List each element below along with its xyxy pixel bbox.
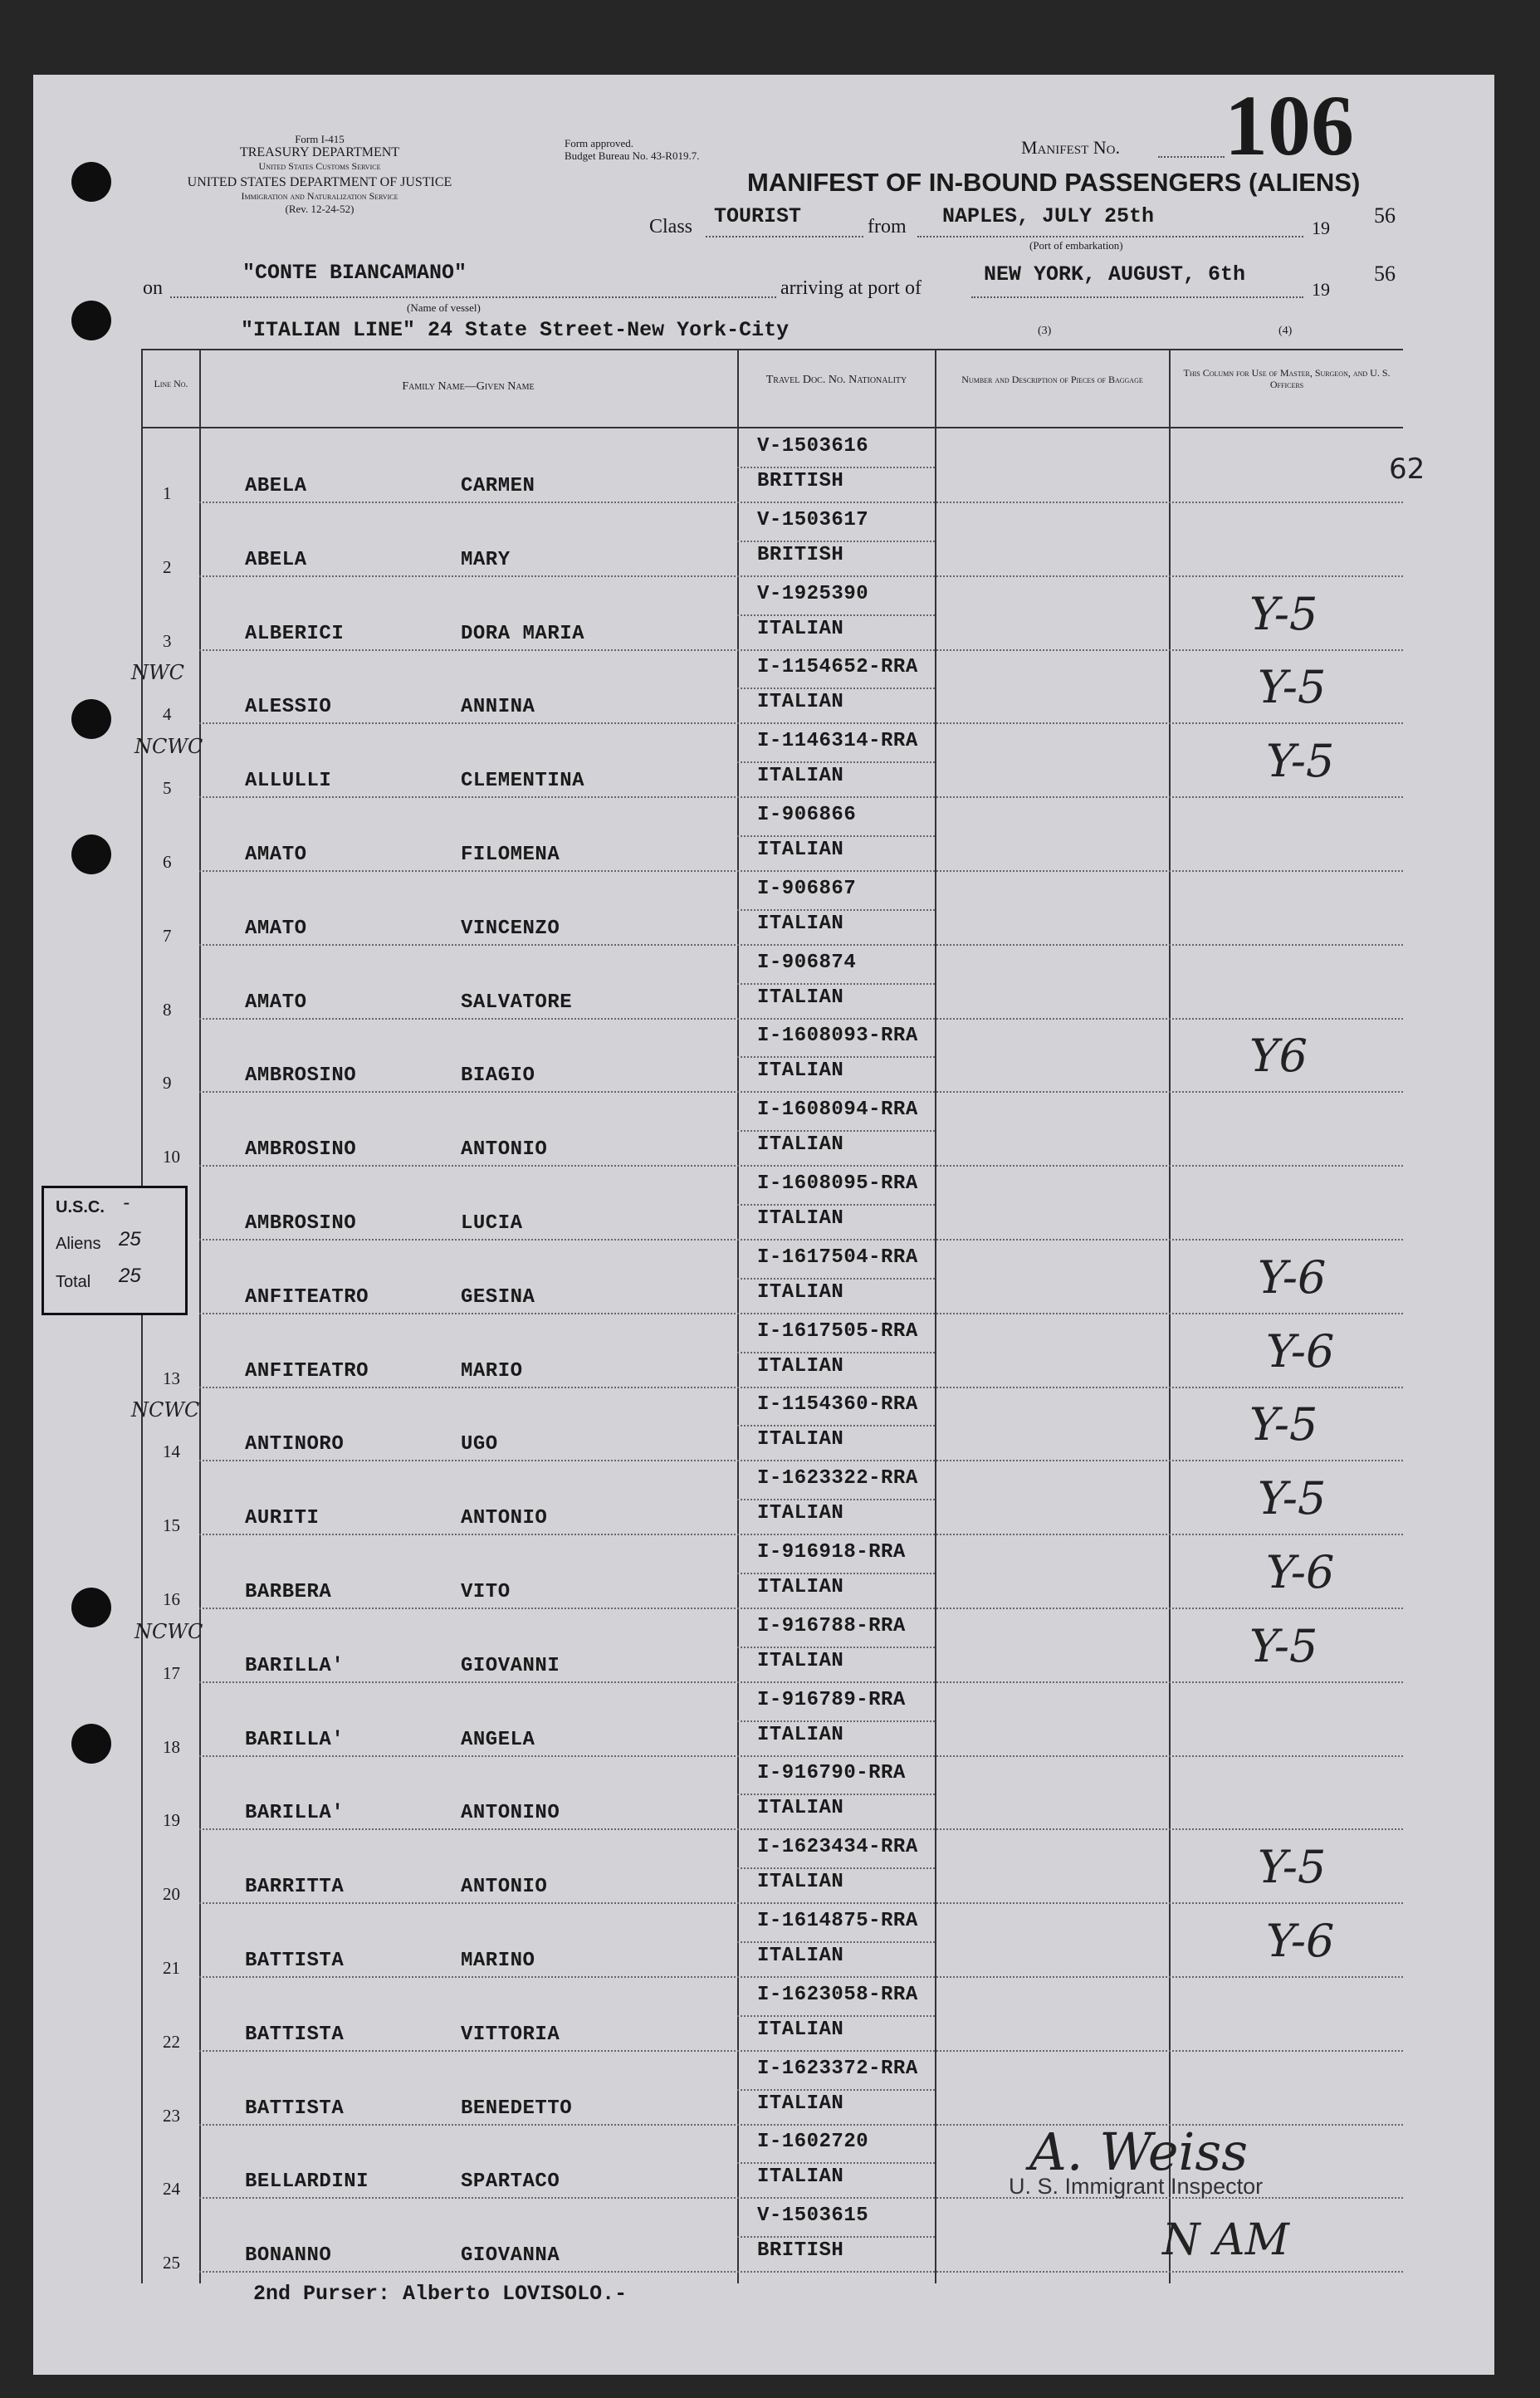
port-of-embarkation: NAPLES, JULY 25th [942, 204, 1155, 228]
nationality: ITALIAN [757, 1502, 844, 1525]
binder-hole [71, 834, 111, 874]
col-divider [737, 349, 739, 2283]
vessel-name: "CONTE BIANCAMANO" [242, 261, 467, 285]
doc-separator [737, 1499, 935, 1500]
travel-doc-number: I-916789-RRA [757, 1688, 906, 1711]
header-line-no: Line No. [154, 378, 188, 389]
header-bottom-border [141, 427, 1403, 428]
given-name: DORA MARIA [461, 622, 585, 645]
stamp-total-label: Total [56, 1273, 91, 1291]
row-separator [199, 1828, 1403, 1830]
row-separator [199, 1608, 1403, 1609]
budget-bureau: Budget Bureau No. 43-R019.7. [565, 149, 700, 162]
line-number: 20 [163, 1884, 180, 1905]
nationality: ITALIAN [757, 2092, 844, 2115]
given-name: ANTONIO [461, 1138, 548, 1162]
header-travel-doc: Travel Doc. No. Nationality [765, 374, 907, 386]
officer-mark: Y6 [1249, 1030, 1308, 1083]
row-separator [199, 796, 1403, 798]
nationality: BRITISH [757, 2239, 844, 2263]
family-name: ALESSIO [245, 696, 332, 719]
arrival-dots [971, 296, 1303, 298]
row-separator [199, 1460, 1403, 1461]
header-name: Family Name—Given Name [402, 380, 535, 393]
vessel-caption: (Name of vessel) [407, 301, 481, 314]
family-name: BATTISTA [245, 2023, 345, 2046]
travel-doc-number: I-1614875-RRA [757, 1910, 918, 1932]
officer-mark: Y-5 [1258, 1841, 1327, 1894]
port-caption: (Port of embarkation) [1029, 239, 1123, 252]
given-name: ANTONIO [461, 1876, 548, 1899]
ins-service: Immigration and Naturalization Service [241, 190, 398, 202]
row-separator [199, 1091, 1403, 1093]
arrival-year: 56 [1374, 262, 1396, 286]
given-name: BENEDETTO [461, 2097, 573, 2120]
doc-separator [737, 2236, 935, 2238]
given-name: GIOVANNA [461, 2244, 560, 2268]
nationality: BRITISH [757, 470, 844, 492]
given-name: VITO [461, 1581, 511, 1603]
vessel-dots [170, 296, 776, 298]
row-separator [199, 502, 1403, 503]
doc-separator [737, 2089, 935, 2091]
row-separator [199, 2271, 1403, 2273]
row-separator [199, 1902, 1403, 1904]
doc-separator [737, 1647, 935, 1648]
purser-line: 2nd Purser: Alberto LOVISOLO.- [253, 2282, 628, 2306]
row-separator [199, 649, 1403, 651]
col-divider [1169, 349, 1171, 2283]
table-top-border [141, 349, 1403, 350]
travel-doc-number: I-1623434-RRA [757, 1836, 918, 1859]
officer-mark: Y-5 [1258, 661, 1327, 714]
family-name: BARILLA' [245, 1802, 345, 1825]
line-number: 17 [163, 1662, 180, 1683]
travel-doc-number: I-1602720 [757, 2131, 869, 2154]
nationality: ITALIAN [757, 617, 844, 640]
table-left-border [141, 349, 143, 2283]
departure-year: 56 [1374, 203, 1396, 228]
nationality: BRITISH [757, 543, 844, 566]
line-number: 25 [163, 2253, 180, 2273]
binder-hole [71, 301, 111, 340]
row-separator [199, 2050, 1403, 2052]
given-name: VINCENZO [461, 917, 560, 940]
nationality: ITALIAN [757, 1576, 844, 1598]
family-name: AMATO [245, 991, 307, 1014]
travel-doc-number: I-1146314-RRA [757, 730, 918, 753]
line-number: 6 [163, 852, 172, 872]
family-name: ABELA [245, 548, 307, 571]
class-value: TOURIST [714, 204, 802, 228]
col-mark-4: (4) [1278, 325, 1293, 337]
travel-doc-number: I-916918-RRA [757, 1541, 906, 1564]
stamp-usc-value: - [123, 1192, 130, 1214]
doc-separator [737, 1941, 935, 1943]
manifest-title: MANIFEST OF IN-BOUND PASSENGERS (ALIENS) [747, 168, 1361, 197]
family-name: AMBROSINO [245, 1212, 357, 1235]
given-name: SPARTACO [461, 2170, 560, 2194]
given-name: LUCIA [461, 1212, 523, 1235]
family-name: BATTISTA [245, 2097, 345, 2120]
family-name: AMBROSINO [245, 1138, 357, 1162]
year-prefix: 19 [1312, 279, 1330, 300]
officer-mark: Y-5 [1258, 1472, 1327, 1525]
family-name: BARILLA' [245, 1654, 345, 1677]
from-dots [917, 236, 1303, 237]
family-name: AURITI [245, 1507, 320, 1530]
line-number: 21 [163, 1958, 180, 1978]
inspector-title: U. S. Immigrant Inspector [1009, 2174, 1264, 2199]
doc-separator [737, 1425, 935, 1427]
given-name: MARY [461, 548, 511, 571]
margin-note: NCWC [134, 735, 203, 759]
doc-separator [737, 835, 935, 837]
officer-mark: Y-6 [1266, 1915, 1335, 1967]
travel-doc-number: I-1608094-RRA [757, 1099, 918, 1122]
arriving-label: arriving at port of [780, 277, 922, 299]
row-separator [199, 870, 1403, 872]
justice-dept: UNITED STATES DEPARTMENT OF JUSTICE [187, 175, 452, 189]
family-name: AMBROSINO [245, 1064, 357, 1088]
line-number: 18 [163, 1736, 180, 1757]
doc-separator [737, 1867, 935, 1869]
given-name: CLEMENTINA [461, 770, 585, 793]
travel-doc-number: I-1154652-RRA [757, 656, 918, 679]
year-prefix: 19 [1312, 218, 1330, 238]
officer-mark: Y-5 [1249, 587, 1318, 640]
row-separator [199, 1018, 1403, 1020]
officer-mark: Y-6 [1266, 1546, 1335, 1598]
travel-doc-number: I-906874 [757, 951, 857, 974]
class-dots [706, 236, 863, 237]
travel-doc-number: I-1154360-RRA [757, 1393, 918, 1417]
binder-hole [71, 699, 111, 739]
line-number: 14 [163, 1441, 180, 1462]
doc-separator [737, 688, 935, 689]
col-mark-3: (3) [1038, 325, 1052, 337]
binder-hole [71, 1724, 111, 1764]
travel-doc-number: I-906866 [757, 804, 857, 826]
travel-doc-number: I-906867 [757, 877, 857, 900]
line-number: 23 [163, 2105, 180, 2126]
stamp-usc-label: U.S.C. [56, 1198, 105, 1216]
line-number: 3 [163, 630, 172, 651]
travel-doc-number: V-1925390 [757, 582, 869, 605]
manifest-number: 106 [1225, 78, 1354, 174]
row-separator [199, 575, 1403, 577]
travel-doc-number: V-1503617 [757, 508, 869, 531]
doc-separator [737, 1794, 935, 1795]
doc-separator [737, 1278, 935, 1280]
doc-separator [737, 761, 935, 763]
nationality: ITALIAN [757, 1797, 844, 1820]
travel-doc-number: I-1623058-RRA [757, 1983, 918, 2006]
port-of-arrival: NEW YORK, AUGUST, 6th [984, 262, 1246, 286]
family-name: BARBERA [245, 1581, 332, 1603]
family-name: ALLULLI [245, 770, 332, 793]
stamp-aliens-value: 25 [119, 1228, 141, 1250]
form-approved: Form approved. [565, 137, 634, 149]
travel-doc-number: I-1608095-RRA [757, 1172, 918, 1195]
inspector-initials: N AM [1162, 2215, 1289, 2265]
family-name: BELLARDINI [245, 2170, 369, 2194]
doc-separator [737, 909, 935, 911]
doc-separator [737, 541, 935, 542]
nationality: ITALIAN [757, 986, 844, 1009]
travel-doc-number: I-916788-RRA [757, 1614, 906, 1637]
header-baggage: Number and Description of Pieces of Baggage [961, 374, 1143, 385]
row-separator [199, 1387, 1403, 1388]
line-number: 13 [163, 1368, 180, 1388]
nationality: ITALIAN [757, 912, 844, 935]
line-number: 24 [163, 2179, 180, 2200]
travel-doc-number: I-1623372-RRA [757, 2057, 918, 2080]
given-name: FILOMENA [461, 844, 560, 866]
given-name: ANTONIO [461, 1507, 548, 1530]
line-number: 10 [163, 1147, 180, 1167]
customs-service: United States Customs Service [258, 160, 381, 172]
travel-doc-number: I-1608093-RRA [757, 1025, 918, 1048]
given-name: CARMEN [461, 475, 535, 497]
family-name: BONANNO [245, 2244, 332, 2268]
nationality: ITALIAN [757, 1207, 844, 1230]
form-revision: (Rev. 12-24-52) [285, 203, 354, 215]
nationality: ITALIAN [757, 765, 844, 788]
row-separator [199, 1976, 1403, 1978]
line-number: 19 [163, 1810, 180, 1831]
margin-note: NWC [131, 661, 185, 685]
nationality: ITALIAN [757, 1280, 844, 1304]
margin-note: NCWC [131, 1398, 200, 1422]
nationality: ITALIAN [757, 2166, 844, 2189]
row-separator [199, 944, 1403, 946]
line-number: 22 [163, 2031, 180, 2052]
manifest-no-label: Manifest No. [1021, 137, 1120, 158]
given-name: BIAGIO [461, 1064, 535, 1088]
row-separator [199, 1534, 1403, 1535]
stamp-aliens-label: Aliens [56, 1235, 101, 1253]
nationality: ITALIAN [757, 1945, 844, 1967]
travel-doc-number: I-1617504-RRA [757, 1245, 918, 1269]
nationality: ITALIAN [757, 1133, 844, 1157]
form-number: Form I-415 [295, 133, 345, 145]
nationality: ITALIAN [757, 2018, 844, 2041]
row-separator [199, 1313, 1403, 1314]
binder-hole [71, 162, 111, 202]
doc-separator [737, 467, 935, 468]
from-label: from [868, 216, 907, 237]
family-name: ALBERICI [245, 622, 345, 645]
family-name: ANFITEATRO [245, 1359, 369, 1383]
row-separator [199, 1755, 1403, 1757]
stamp-total-value: 25 [119, 1265, 141, 1287]
form-approval [565, 137, 699, 162]
doc-separator [737, 2162, 935, 2164]
officer-mark: Y-6 [1258, 1250, 1327, 1304]
officer-mark: Y-5 [1266, 735, 1335, 788]
line-number: 1 [163, 483, 172, 503]
travel-doc-number: V-1503615 [757, 2205, 869, 2228]
family-name: BARILLA' [245, 1728, 345, 1751]
row-separator [199, 1681, 1403, 1683]
travel-doc-number: I-916790-RRA [757, 1762, 906, 1785]
officer-mark: Y-5 [1249, 1619, 1318, 1672]
on-label: on [143, 277, 163, 299]
given-name: GESINA [461, 1285, 535, 1309]
officer-mark: Y-6 [1266, 1324, 1335, 1378]
travel-doc-number: I-1617505-RRA [757, 1319, 918, 1343]
nationality: ITALIAN [757, 1354, 844, 1378]
shipping-line-address: "ITALIAN LINE" 24 State Street-New York-City [241, 318, 790, 342]
doc-separator [737, 614, 935, 616]
count-note: 62 [1389, 453, 1425, 486]
nationality: ITALIAN [757, 1060, 844, 1083]
family-name: ABELA [245, 475, 307, 497]
given-name: ANTONINO [461, 1802, 560, 1825]
header-officers: This Column for Use of Master, Surgeon, and U. S. Officers [1183, 367, 1391, 390]
officer-mark: Y-5 [1249, 1398, 1318, 1451]
doc-separator [737, 1056, 935, 1058]
line-number: 2 [163, 556, 172, 577]
given-name: GIOVANNI [461, 1654, 560, 1677]
nationality: ITALIAN [757, 691, 844, 714]
doc-separator [737, 1573, 935, 1574]
doc-separator [737, 983, 935, 985]
line-number: 4 [163, 704, 172, 725]
given-name: ANGELA [461, 1728, 535, 1751]
given-name: MARINO [461, 1950, 535, 1972]
doc-separator [737, 1720, 935, 1722]
doc-separator [737, 1204, 935, 1206]
manifest-no-dots [1158, 156, 1225, 158]
line-number: 8 [163, 999, 172, 1020]
family-name: ANTINORO [245, 1433, 345, 1456]
nationality: ITALIAN [757, 1428, 844, 1451]
given-name: UGO [461, 1433, 498, 1456]
travel-doc-number: V-1503616 [757, 435, 869, 458]
row-separator [199, 722, 1403, 724]
given-name: VITTORIA [461, 2023, 560, 2046]
alien-count-stamp [42, 1186, 188, 1315]
line-number: 16 [163, 1589, 180, 1609]
nationality: ITALIAN [757, 839, 844, 861]
row-separator [199, 1165, 1403, 1167]
line-number: 15 [163, 1515, 180, 1536]
col-divider [935, 349, 936, 2283]
doc-separator [737, 1352, 935, 1353]
doc-separator [737, 1130, 935, 1132]
line-number: 5 [163, 778, 172, 799]
nationality: ITALIAN [757, 1723, 844, 1746]
given-name: MARIO [461, 1359, 523, 1383]
family-name: AMATO [245, 917, 307, 940]
nationality: ITALIAN [757, 1871, 844, 1894]
line-number: 9 [163, 1073, 172, 1094]
treasury-dept: TREASURY DEPARTMENT [239, 145, 400, 159]
family-name: AMATO [245, 844, 307, 866]
form-header-left [166, 133, 473, 216]
inspector-signature: A. Weiss [1029, 2121, 1249, 2182]
given-name: ANNINA [461, 696, 535, 719]
margin-note: NCWC [134, 1619, 203, 1643]
line-number: 7 [163, 925, 172, 946]
family-name: BARRITTA [245, 1876, 345, 1899]
doc-separator [737, 2015, 935, 2017]
col-divider [199, 349, 201, 2283]
family-name: BATTISTA [245, 1950, 345, 1972]
family-name: ANFITEATRO [245, 1285, 369, 1309]
class-label: Class [649, 216, 693, 237]
row-separator [199, 1239, 1403, 1241]
given-name: SALVATORE [461, 991, 573, 1014]
travel-doc-number: I-1623322-RRA [757, 1467, 918, 1490]
nationality: ITALIAN [757, 1649, 844, 1672]
binder-hole [71, 1588, 111, 1627]
